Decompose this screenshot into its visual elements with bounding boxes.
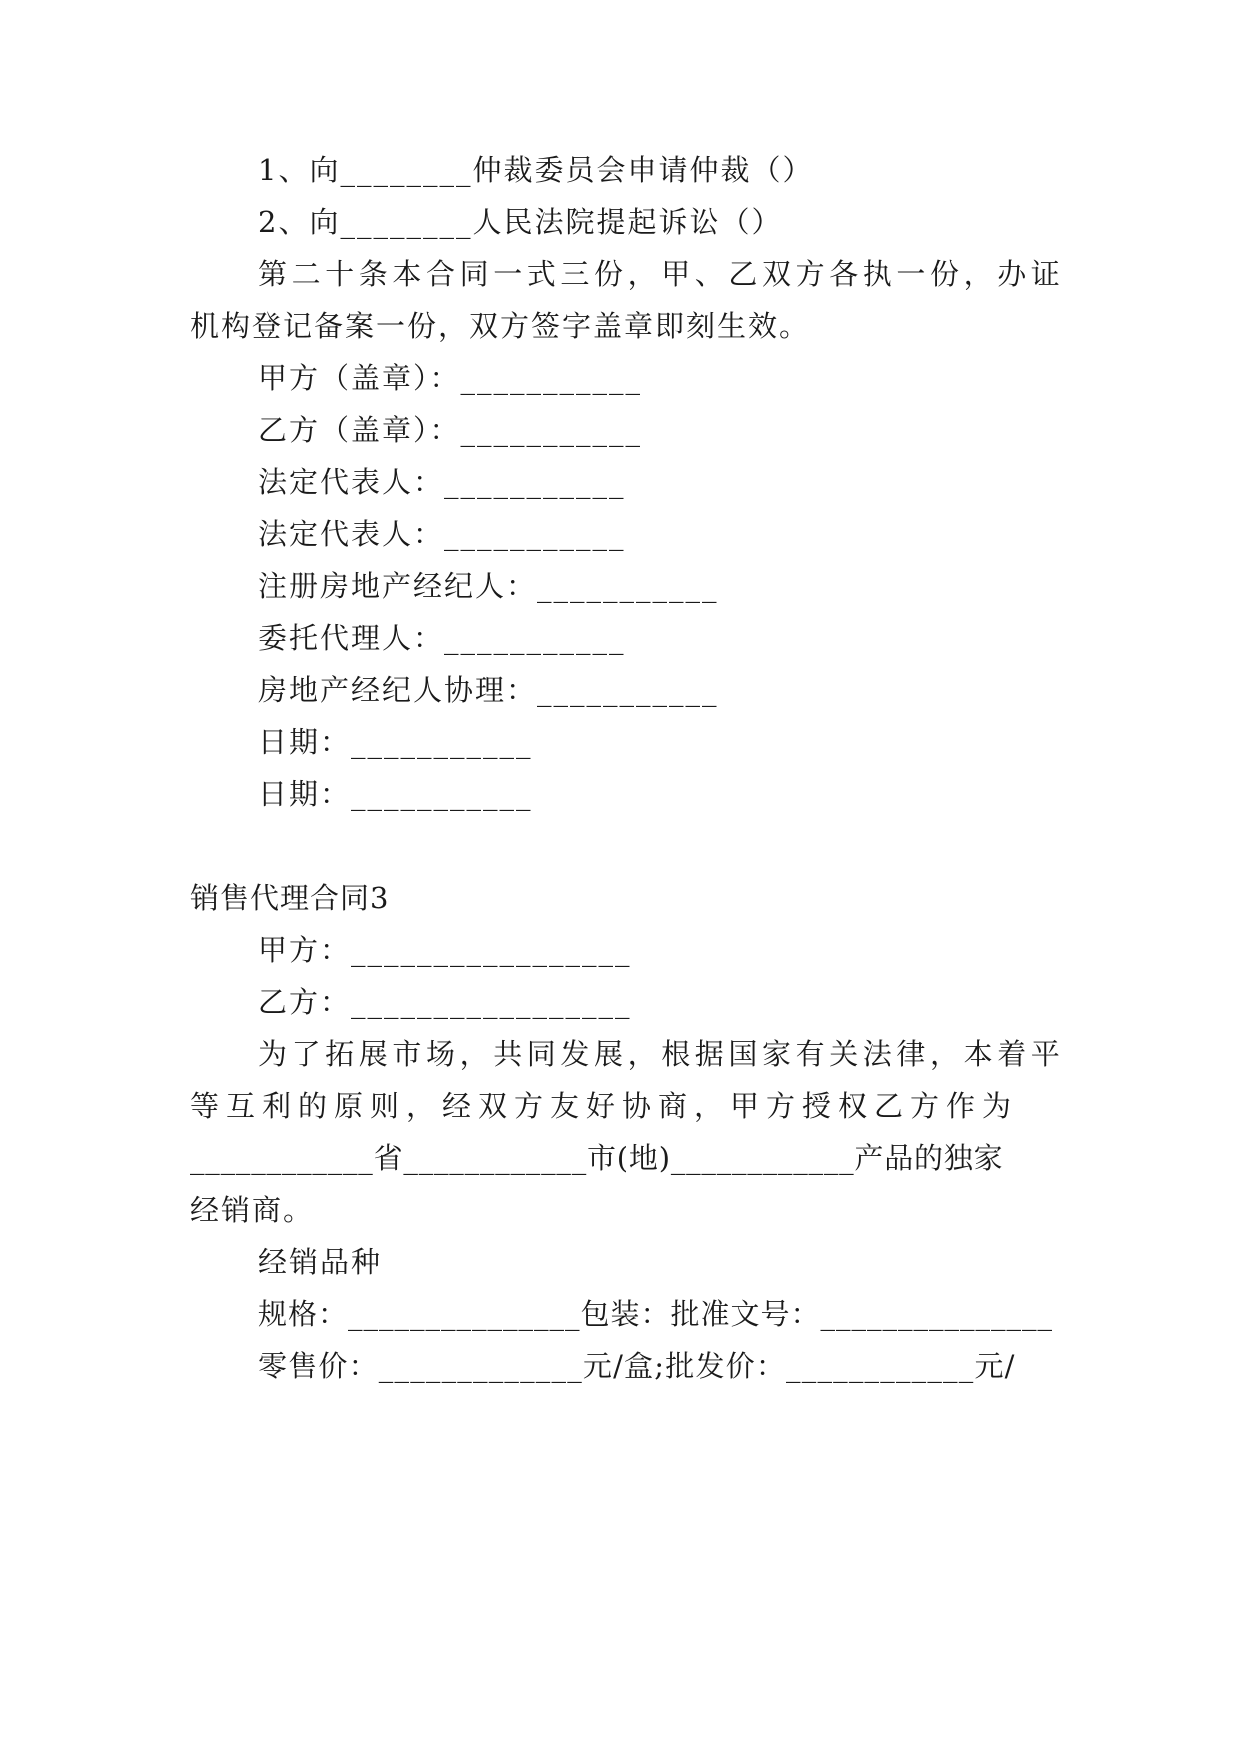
article-20-line-1: 第二十条本合同一式三份，甲、乙双方各执一份，办证 [258, 257, 1065, 291]
arbitration-option: 1、向________仲裁委员会申请仲裁（） [258, 153, 814, 187]
preamble-line-1: 为了拓展市场，共同发展，根据国家有关法律，本着平 [258, 1037, 1065, 1071]
agent-assistant: 房地产经纪人协理：___________ [258, 673, 719, 707]
lawsuit-option: 2、向________人民法院提起诉讼（） [258, 205, 783, 239]
spec-packaging-line: 规格：_______________包装：批准文号：_______________ [258, 1297, 1054, 1331]
price-line: 零售价：_____________元/盒;批发价：____________元/ [258, 1349, 1016, 1383]
contract-title: 销售代理合同3 [190, 881, 390, 915]
article-20-line-2: 机构登记备案一份，双方签字盖章即刻生效。 [190, 309, 811, 343]
legal-representative-a: 法定代表人：___________ [258, 465, 626, 499]
preamble-line-3: ____________省____________市(地)____________产品的独家 [190, 1141, 1004, 1175]
preamble-line-2: 等互利的原则，经双方友好协商，甲方授权乙方作为 [190, 1089, 1019, 1123]
party-b-seal: 乙方（盖章）：___________ [258, 413, 643, 447]
date-b: 日期：___________ [258, 777, 533, 811]
registered-agent: 注册房地产经纪人：___________ [258, 569, 719, 603]
date-a: 日期：___________ [258, 725, 533, 759]
party-b-field: 乙方：_________________ [258, 985, 632, 1019]
legal-representative-b: 法定代表人：___________ [258, 517, 626, 551]
party-a-field: 甲方：_________________ [258, 933, 632, 967]
preamble-line-4: 经销商。 [190, 1193, 315, 1227]
product-type-heading: 经销品种 [258, 1245, 383, 1279]
party-a-seal: 甲方（盖章）：___________ [258, 361, 643, 395]
entrusted-agent: 委托代理人：___________ [258, 621, 626, 655]
